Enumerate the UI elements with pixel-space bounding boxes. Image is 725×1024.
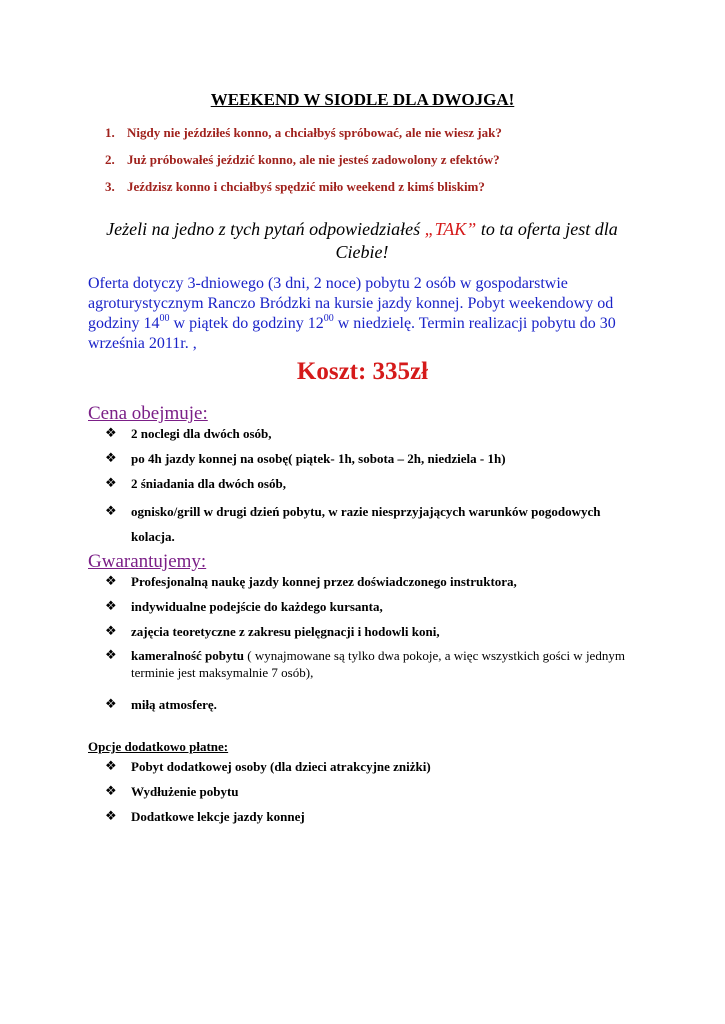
extras-heading: Opcje dodatkowo płatne: — [88, 739, 229, 754]
list-item: ❖ Pobyt dodatkowej osoby (dla dzieci atrakcyjne zniżki) — [105, 759, 431, 774]
diamond-bullet-icon: ❖ — [105, 574, 117, 589]
list-item: ❖ po 4h jazdy konnej na osobę( piątek- 1h, sobota – 2h, niedziela - 1h) — [105, 451, 506, 466]
tak-highlight: „TAK” — [424, 219, 477, 239]
diamond-bullet-icon: ❖ — [105, 759, 117, 774]
question-item: 2. Już próbowałeś jeździć konno, ale nie jesteś zadowolony z efektów? — [105, 152, 500, 167]
question-item: 3. Jeździsz konno i chciałbyś spędzić miło weekend z kimś bliskim? — [105, 179, 485, 194]
diamond-bullet-icon: ❖ — [105, 624, 117, 639]
includes-list — [105, 424, 601, 549]
diamond-bullet-icon: ❖ — [105, 648, 117, 663]
includes-heading: Cena obejmuje: — [88, 403, 208, 424]
list-item: ❖ 2 śniadania dla dwóch osób, — [105, 476, 286, 491]
question-item: 1. Nigdy nie jeździłeś konno, a chciałbyś spróbować, ale nie wiesz jak? — [105, 125, 502, 140]
price: Koszt: 335zł — [296, 358, 429, 385]
list-item: ❖ Wydłużenie pobytu — [105, 784, 239, 799]
guarantee-heading: Gwarantujemy: — [88, 551, 207, 572]
list-item: ❖ kameralność pobytu ( wynajmowane są tylko dwa pokoje, a więc wszystkich gości w jednym terminie jest maksymalnie 7 osób), — [105, 648, 625, 680]
guarantee-list — [105, 572, 641, 714]
page-title: WEEKEND W SIODLE DLA DWOJGA! — [210, 90, 515, 109]
list-item: ❖ Dodatkowe lekcje jazdy konnej — [105, 809, 305, 824]
diamond-bullet-icon: ❖ — [105, 476, 117, 491]
intro-text: Jeżeli na jedno z tych pytań odpowiedziałeś „TAK” to ta oferta jest dla Ciebie! — [106, 219, 618, 262]
list-item: ❖ zajęcia teoretyczne z zakresu pielęgnacji i hodowli koni, — [105, 624, 440, 639]
offer-description: Oferta dotyczy 3-dniowego (3 dni, 2 noce) pobytu 2 osób w gospodarstwie agroturystycznym Ranczo Bródzki na kursie jazdy konnej. Pobyt weekendowy od godziny $14^{00}$ w piątek do godziny $12^{00}$ w niedzielę. Termin realizacji pobytu do 30 września 2011r. , — [88, 275, 616, 352]
diamond-bullet-icon: ❖ — [105, 784, 117, 799]
diamond-bullet-icon: ❖ — [105, 451, 117, 466]
question-list — [105, 124, 502, 205]
extras-list — [105, 757, 431, 826]
list-item: ❖ miłą atmosferę. — [105, 697, 217, 712]
diamond-bullet-icon: ❖ — [105, 426, 117, 441]
list-item: ❖ Profesjonalną naukę jazdy konnej przez doświadczonego instruktora, — [105, 574, 517, 589]
diamond-bullet-icon: ❖ — [105, 504, 117, 519]
diamond-bullet-icon: ❖ — [105, 599, 117, 614]
list-item: ❖ indywidualne podejście do każdego kursanta, — [105, 599, 383, 614]
diamond-bullet-icon: ❖ — [105, 809, 117, 824]
list-item: ❖ ognisko/grill w drugi dzień pobytu, w razie niesprzyjających warunków pogodowych kolacja. — [105, 499, 601, 549]
list-item: ❖ 2 noclegi dla dwóch osób, — [105, 426, 272, 441]
diamond-bullet-icon: ❖ — [105, 697, 117, 712]
